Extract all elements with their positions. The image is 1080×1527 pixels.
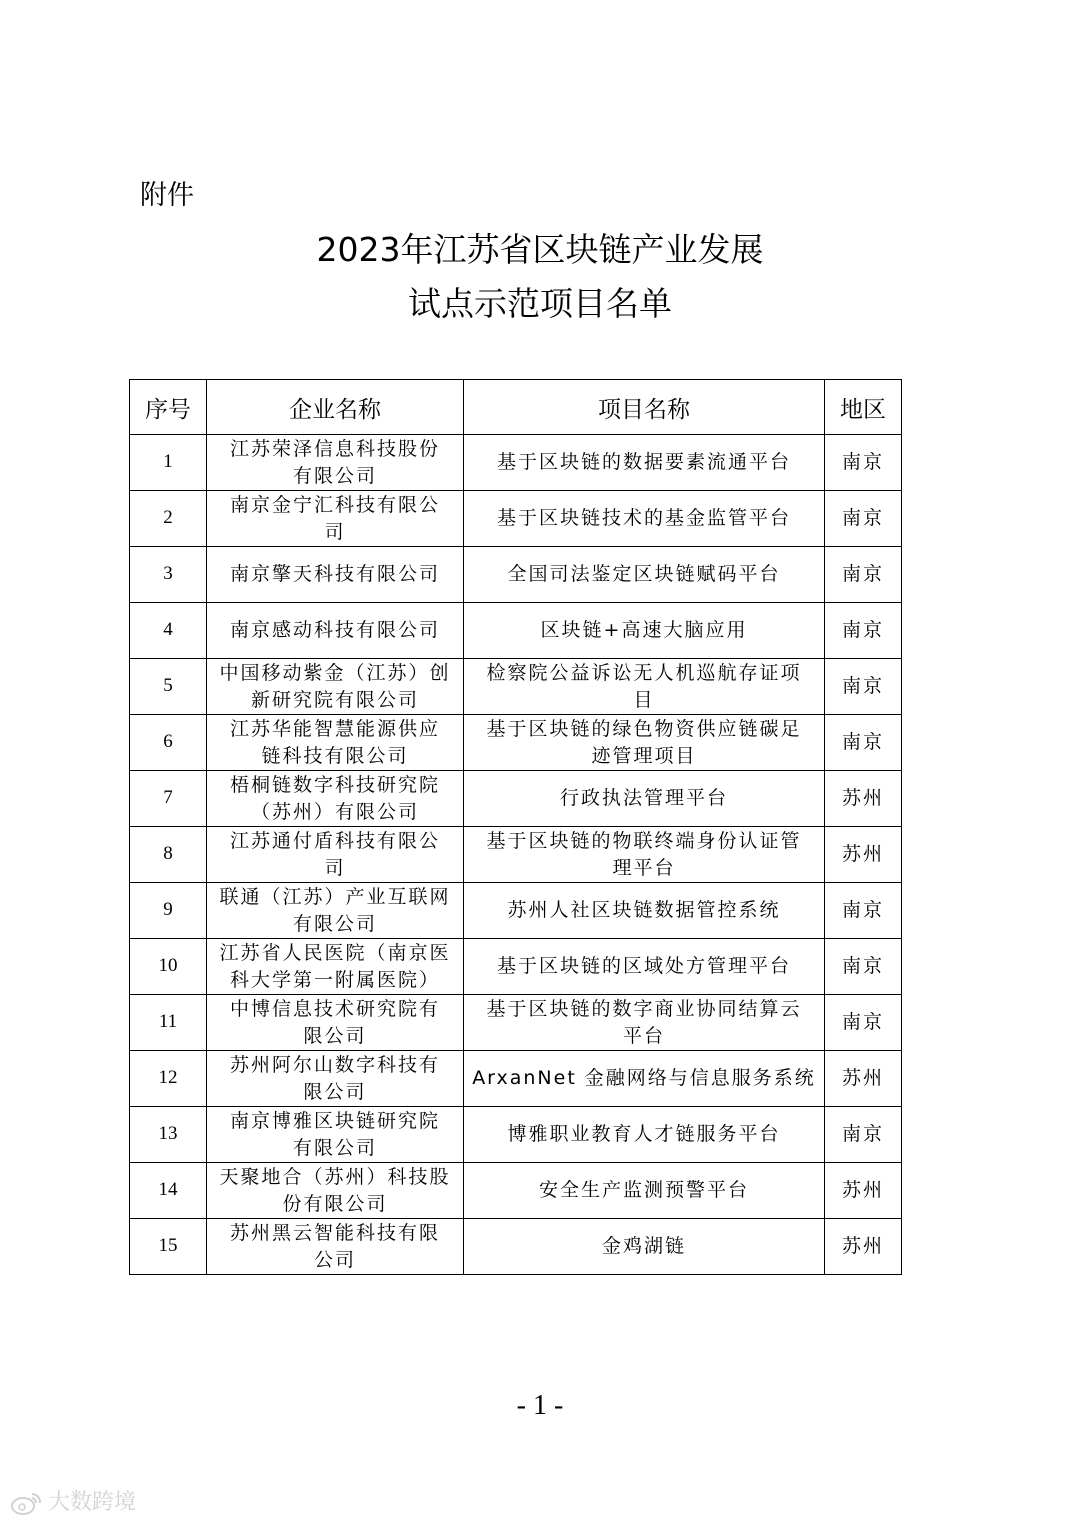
row-company-line: 南京金宁汇科技有限公 — [229, 493, 440, 516]
row-company-line: 新研究院有限公司 — [250, 688, 419, 711]
row-region: 南京 — [825, 715, 902, 771]
row-project-line: 安全生产监测预警平台 — [538, 1179, 749, 1201]
document-title-line-1: 2023年江苏省区块链产业发展 — [316, 230, 764, 269]
document-title-line-2: 试点示范项目名单 — [408, 284, 672, 323]
row-project-line: 理平台 — [612, 856, 676, 879]
table-row — [130, 995, 902, 1051]
row-company-line: 限公司 — [303, 1080, 367, 1103]
row-company-line: 天聚地合（苏州）科技股 — [219, 1165, 451, 1188]
row-project-line: 基于区块链的物联终端身份认证管 — [486, 829, 802, 852]
row-seq: 6 — [163, 731, 173, 752]
row-project-line: 基于区块链的绿色物资供应链碳足 — [486, 717, 802, 740]
row-company-cell — [207, 1219, 464, 1275]
row-company-cell — [207, 995, 464, 1051]
row-seq-cell — [130, 435, 207, 491]
row-seq: 4 — [163, 619, 173, 640]
row-seq: 5 — [163, 675, 173, 696]
row-project-cell — [464, 547, 825, 603]
row-seq-cell — [130, 491, 207, 547]
row-company-cell — [207, 1163, 464, 1219]
row-seq: 10 — [158, 955, 178, 976]
row-seq-cell — [130, 995, 207, 1051]
row-company-line: 司 — [324, 856, 346, 879]
row-company-line: 梧桐链数字科技研究院 — [229, 773, 440, 796]
row-company-line: 江苏华能智慧能源供应 — [229, 717, 440, 740]
row-project-cell — [464, 771, 825, 827]
row-company-line: 公司 — [313, 1248, 356, 1271]
row-project-line: 基于区块链技术的基金监管平台 — [496, 507, 791, 529]
project-list-table — [129, 379, 902, 1275]
table-header-row — [130, 380, 902, 435]
header-region: 地区 — [825, 380, 902, 435]
row-company-line: 有限公司 — [292, 1136, 377, 1159]
row-project-cell — [464, 435, 825, 491]
attachment-label: 附件 — [140, 180, 194, 211]
watermark-text: 大数跨境 — [48, 1490, 137, 1515]
row-company-line: （苏州）有限公司 — [250, 800, 419, 823]
row-project-cell — [464, 659, 825, 715]
row-company-line: 司 — [324, 520, 346, 543]
row-project-cell — [464, 603, 825, 659]
row-company-line: 苏州黑云智能科技有限 — [229, 1221, 440, 1244]
row-company-cell — [207, 827, 464, 883]
row-project-line: 金鸡湖链 — [601, 1235, 686, 1257]
row-company-line: 江苏通付盾科技有限公 — [229, 829, 440, 852]
row-company-cell — [207, 715, 464, 771]
watermark — [10, 1488, 136, 1518]
row-region: 南京 — [825, 491, 902, 547]
table-row — [130, 1219, 902, 1275]
row-region: 南京 — [825, 435, 902, 491]
row-company-line: 江苏省人民医院（南京医 — [219, 941, 451, 964]
row-seq: 9 — [163, 899, 173, 920]
row-project-line: 平台 — [622, 1024, 665, 1047]
row-project-line: 苏州人社区块链数据管控系统 — [507, 899, 781, 921]
row-project-line: 目 — [633, 688, 655, 711]
row-seq: 1 — [163, 451, 173, 472]
row-region: 苏州 — [825, 1219, 902, 1275]
row-company-cell — [207, 659, 464, 715]
row-region: 南京 — [825, 659, 902, 715]
row-project-cell — [464, 715, 825, 771]
row-seq-cell — [130, 715, 207, 771]
row-company-cell — [207, 1107, 464, 1163]
row-region: 南京 — [825, 603, 902, 659]
row-seq-cell — [130, 883, 207, 939]
row-seq-cell — [130, 547, 207, 603]
row-seq-cell — [130, 1219, 207, 1275]
row-project-line: 基于区块链的数据要素流通平台 — [496, 451, 791, 473]
row-company-line: 限公司 — [303, 1024, 367, 1047]
row-company-line: 有限公司 — [292, 464, 377, 487]
header-project: 项目名称 — [464, 380, 825, 435]
row-seq: 14 — [158, 1179, 178, 1200]
row-project-cell — [464, 1107, 825, 1163]
row-seq: 13 — [158, 1123, 178, 1144]
row-company-line: 江苏荣泽信息科技股份 — [229, 437, 440, 460]
row-company-line: 联通（江苏）产业互联网 — [219, 885, 451, 908]
row-seq-cell — [130, 1107, 207, 1163]
row-project-cell — [464, 883, 825, 939]
page-number: - 1 - — [516, 1390, 564, 1421]
row-company-cell — [207, 547, 464, 603]
header-seq: 序号 — [130, 380, 207, 435]
row-seq: 11 — [158, 1011, 178, 1032]
table-row — [130, 1051, 902, 1107]
row-seq: 8 — [163, 843, 173, 864]
row-project-cell — [464, 939, 825, 995]
row-project-line: ArxanNet 金融网络与信息服务系统 — [472, 1067, 816, 1089]
row-company-line: 有限公司 — [292, 912, 377, 935]
table-row — [130, 547, 902, 603]
row-project-cell — [464, 491, 825, 547]
row-region: 南京 — [825, 1107, 902, 1163]
row-company-line: 链科技有限公司 — [261, 744, 409, 767]
row-seq: 3 — [163, 563, 173, 584]
row-region: 苏州 — [825, 1051, 902, 1107]
row-seq: 15 — [158, 1235, 178, 1256]
row-project-cell — [464, 1163, 825, 1219]
row-company-cell — [207, 435, 464, 491]
row-company-cell — [207, 883, 464, 939]
row-project-line: 基于区块链的区域处方管理平台 — [496, 955, 791, 977]
row-seq-cell — [130, 603, 207, 659]
row-seq-cell — [130, 827, 207, 883]
row-project-line: 区块链+高速大脑应用 — [540, 619, 748, 641]
row-project-line: 检察院公益诉讼无人机巡航存证项 — [486, 661, 802, 684]
row-project-cell — [464, 827, 825, 883]
table-row — [130, 715, 902, 771]
row-project-line: 行政执法管理平台 — [559, 787, 728, 809]
row-project-line: 博雅职业教育人才链服务平台 — [507, 1123, 781, 1145]
table-body — [130, 435, 902, 1275]
row-company-cell — [207, 771, 464, 827]
table-row — [130, 659, 902, 715]
table-row — [130, 1107, 902, 1163]
row-company-line: 中博信息技术研究院有 — [229, 997, 440, 1020]
header-company: 企业名称 — [207, 380, 464, 435]
row-seq: 12 — [158, 1067, 178, 1088]
row-seq: 7 — [163, 787, 173, 808]
table-row — [130, 883, 902, 939]
row-company-line: 科大学第一附属医院） — [229, 968, 440, 991]
table-row — [130, 939, 902, 995]
table-row — [130, 491, 902, 547]
row-company-cell — [207, 939, 464, 995]
table-row — [130, 603, 902, 659]
row-seq-cell — [130, 939, 207, 995]
table-row — [130, 1163, 902, 1219]
row-company-line: 南京感动科技有限公司 — [229, 619, 440, 641]
row-project-cell — [464, 1219, 825, 1275]
row-region: 南京 — [825, 883, 902, 939]
row-seq-cell — [130, 659, 207, 715]
row-project-line: 全国司法鉴定区块链赋码平台 — [507, 563, 781, 585]
row-project-cell — [464, 995, 825, 1051]
row-seq: 2 — [163, 507, 173, 528]
table-row — [130, 771, 902, 827]
row-company-line: 南京擎天科技有限公司 — [229, 563, 440, 585]
row-region: 南京 — [825, 547, 902, 603]
row-seq-cell — [130, 1163, 207, 1219]
row-region: 南京 — [825, 939, 902, 995]
row-company-line: 南京博雅区块链研究院 — [229, 1109, 440, 1132]
row-company-cell — [207, 491, 464, 547]
row-company-line: 苏州阿尔山数字科技有 — [229, 1053, 440, 1076]
row-region: 苏州 — [825, 1163, 902, 1219]
row-company-line: 中国移动紫金（江苏）创 — [219, 661, 451, 684]
weibo-logo-icon — [10, 1490, 44, 1516]
row-project-line: 基于区块链的数字商业协同结算云 — [486, 997, 802, 1020]
row-project-line: 迹管理项目 — [591, 744, 697, 767]
row-region: 苏州 — [825, 827, 902, 883]
row-company-cell — [207, 603, 464, 659]
table-row — [130, 827, 902, 883]
row-region: 苏州 — [825, 771, 902, 827]
row-seq-cell — [130, 1051, 207, 1107]
row-seq-cell — [130, 771, 207, 827]
row-region: 南京 — [825, 995, 902, 1051]
row-company-cell — [207, 1051, 464, 1107]
row-company-line: 份有限公司 — [282, 1192, 388, 1215]
row-project-cell — [464, 1051, 825, 1107]
table-row — [130, 435, 902, 491]
